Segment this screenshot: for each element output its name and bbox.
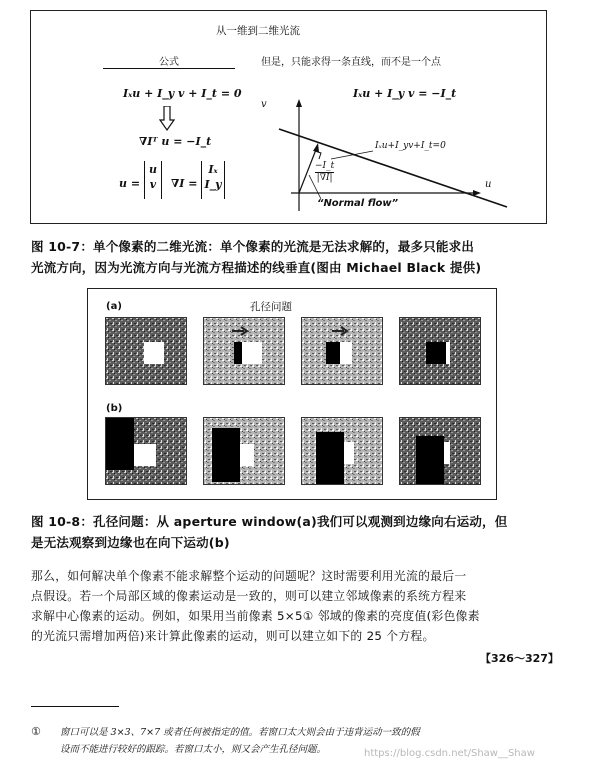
constraint-line-label: Iₓu+I_yv+I_t=0 — [375, 141, 446, 151]
equation-2: ∇Iᵀ u = −I_t — [139, 135, 212, 148]
body-paragraph: 那么，如何解决单个像素不能求解整个运动的问题呢？这时需要利用光流的最后一 点假设。若一个局部区域的像素运动是一致的，则可以建立邻域像素的系统方程来 求解中心像素的运动。例如，如果用当前像素 5×5① 邻域的像素的亮度值(彩色像素 的光流只需增加两倍)来计算此像素的运动，则可以建立如下的 25 个方程。 — [31, 569, 480, 643]
aperture-panel-a2 — [203, 317, 285, 385]
implies-arrow-icon — [159, 106, 175, 132]
aperture-panel-b4 — [399, 417, 481, 485]
row-b-label: (b) — [106, 403, 123, 414]
motion-arrow-icon — [232, 326, 250, 336]
vector-u: u v — [144, 161, 162, 199]
fig7-right-note: 但是，只能求得一条直线，而不是一个点 — [261, 57, 441, 68]
footnote-rule — [31, 706, 119, 707]
aperture-panel-b1 — [105, 417, 187, 485]
caption-10-8: 图 10-8：孔径问题：从 aperture window(a)我们可以观测到边缘向右运动，但 是无法观察到边缘也在向下运动(b) — [31, 514, 508, 550]
figure-10-7 — [30, 10, 547, 224]
row-a-label: (a) — [106, 301, 122, 312]
footnote-text: 窗口可以是 3×3、7×7 或者任何被指定的值。若窗口太大则会由于违背运动一致的假 设而不能进行较好的跟踪。若窗口太小，则又会产生孔径问题。 — [60, 727, 420, 755]
normal-flow-fraction: −I_t |∇I| — [315, 161, 335, 183]
figure-10-8 — [87, 288, 497, 500]
caption-10-7: 图 10-7：单个像素的二维光流：单个像素的光流是无法求解的，最多只能求出 光流方向，因为光流方向与光流方程描述的线垂直(图由 Michael Black 提供) — [31, 239, 482, 275]
equation-1: Iₓu + I_y v + I_t = 0 — [123, 87, 242, 100]
equation-3-grad: ∇I = — [171, 177, 198, 190]
vector-grad: Iₓ I_y — [201, 161, 225, 199]
axis-u-label: u — [485, 179, 492, 190]
page-reference: 【326～327】 — [480, 652, 559, 665]
aperture-panel-a4 — [399, 317, 481, 385]
watermark: https://blog.csdn.net/Shaw__Shaw — [364, 748, 535, 759]
motion-arrow-icon — [332, 326, 350, 336]
aperture-panel-b3 — [301, 417, 383, 485]
normal-flow-label: “Normal flow” — [317, 198, 399, 209]
aperture-panel-a1 — [105, 317, 187, 385]
fig8-title: 孔径问题 — [250, 301, 292, 313]
footnote-marker: ① — [31, 725, 41, 738]
right-equation: Iₓu + I_y v = −I_t — [353, 87, 457, 100]
aperture-panel-b2 — [203, 417, 285, 485]
fig7-title: 从一维到二维光流 — [216, 25, 300, 37]
equation-3-u: u = — [119, 177, 141, 190]
aperture-panel-a3 — [301, 317, 383, 385]
axis-v-label: v — [261, 99, 267, 110]
heading-underline — [103, 68, 235, 69]
fig7-left-heading: 公式 — [159, 57, 179, 68]
